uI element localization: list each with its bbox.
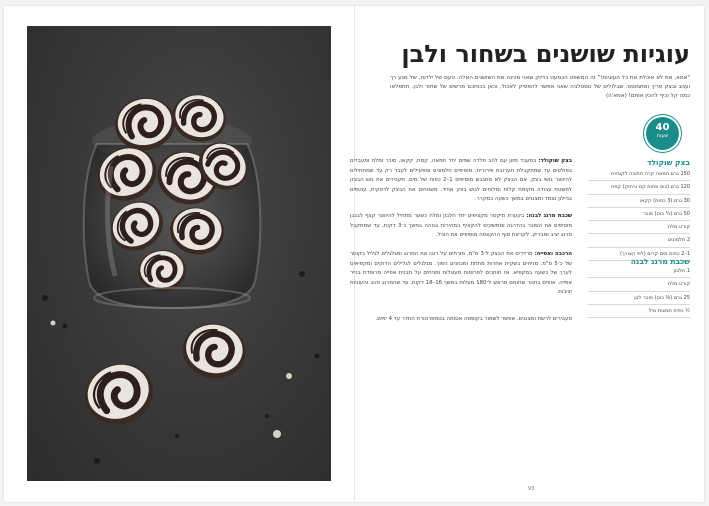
cookie-jar-photo [27,26,331,481]
time-value: 40 [655,122,670,133]
cookie [178,319,250,384]
meringue-crumbs [51,321,293,439]
ingredient-item: 150 גרם חמאה קרה חתוכה לקוביות [588,168,690,181]
ingredient-item: 1 חלבון [588,265,690,278]
recipe-title: עוגיות שושנים בשחור ולבן [401,40,690,68]
time-badge [646,117,679,150]
ingredient-item: 1–2 כפות מים קרים (לפי הצורך) [588,248,690,261]
chocolate-dough-list [588,168,690,261]
instruction-label: שכבת מרנג לבנה: [526,213,573,219]
instruction-text: בקערת מיקסר מקציפים יחד חלבון ומלח כשער מתחיל להיווצר קצף לבנבן מוסיפים את הסוכר בהדרגה וממשיכים להקציף במהירות גבוהה במשך כ־3 דקות, עד שמתקבל מרנג יציב ומבריק. לקראת סוף ההקצפה מוסיפים את הוניל. [350,213,572,239]
ingredient-item: קורט מלח [588,221,690,234]
ingredient-item: ½ כפית תמצית וניל [588,305,690,318]
ingredient-item: 25 גרם (⅛ כוס) סוכר לבן [588,292,690,305]
instruction-meringue [350,212,572,241]
instruction-text: מעבירים לרשת ומצננים. אפשר לשמור בקופסה אטומה בטמפרטורת החדר עד 4 ימים. [375,316,572,322]
ingredient-item: 120 גרם (כוס פחות קמ ורחוק) קמח [588,181,690,194]
instruction-assembly [350,250,572,298]
chocolate-dough-heading: בצק שוקולד [647,158,690,167]
ingredient-item: 30 גרם (3 כפות) קקאו [588,195,690,208]
ingredient-item: 50 גרם (¼ כוס) סוכר [588,208,690,221]
page-top-marks [345,0,365,3]
cookie-jar-illustration [27,26,331,481]
page-number: 93 [528,486,535,492]
white-meringue-heading: שכבת מרנג לבנה [630,257,690,266]
instruction-storage [350,315,572,325]
instruction-label: הרכבה ואפייה: [534,251,572,257]
ingredient-item: 2 חלמונים [588,234,690,247]
glass-jar [84,88,261,308]
ingredient-item: קורט מלח [588,278,690,291]
instruction-label: בצק שוקולד: [538,158,572,164]
recipe-intro: "אמא, את לא אוכלת את כל העוגיות!" זה המשפט הכמעט בדיוק שאני מכינה את השושנים האלה. טעם של ילדות, של מגע רך וענוג ובצק פריך ומתמוסס. שבלולים של נוסטלגיה שאני אפשר להפסיק לאכול, וכאן בכוחכם מרשים של שחור ולבן. תתפלאו כמה קל וכיף להכין אותם! (אמא'ה) [390,75,690,99]
cookie [76,354,161,434]
instruction-text: במעבד מזון עם להב פלדה שמים יחד חמאה, קמח, קקאו, סוכר ומלח ומעבדים בפולסים עד שמתקבלת תערובת פירורית. מוסיפים חלמונים ומפעילים לעבד רק עד שמתחילים להיווצר גושי בצק. אם הבצק לא מתגבש מוסיפים 1–2 כפות של מים. מעבירים את גוש הבצק למשטח עבודה מקומח קלות ומלוחים לגוש בצק אחיד. משטחים את הבצק לדסקית, עוטפים בניילון נצמד ומצננים במשך כשעה במקרר. [350,158,572,203]
instruction-text: מרדדים את הבצק ל־3 מ"מ, מורחים על רובו את המרנג ומגלגלים לגליל בקוטר של כ־5 ס"מ. מניחים בשקית אחרות מתחת ומכוונים הפוך. מגלגלים לגלילים הדוקים ומקפיאים לערך של כשעה במקפיא. אז חותכים לפרוסות מעוגלות ומניחים על תבנית אפייה מרופדת בנייר אפייה. אופים בתנור שחומם מראש ל־180 מעלות במשך 16–18 דקות, עד שהמרנג זהוב והעוגיות יציבות. [350,251,572,296]
instruction-chocolate [350,157,572,205]
time-unit: שעות [656,133,669,139]
white-meringue-list [588,265,690,318]
